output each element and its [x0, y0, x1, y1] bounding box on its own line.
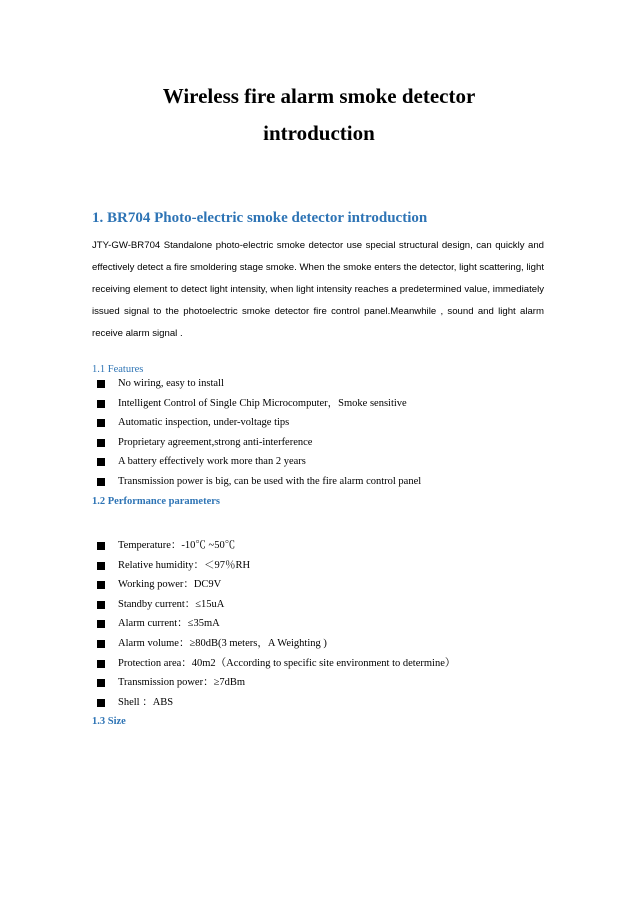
list-item: Protection area：40m2（According to specific site environment to determine）	[92, 654, 562, 674]
bullet-square-icon	[97, 478, 105, 486]
bullet-square-icon	[97, 458, 105, 466]
list-item: A battery effectively work more than 2 years	[92, 452, 562, 472]
section-heading-introduction: 1. BR704 Photo-electric smoke detector introduction	[92, 210, 428, 226]
list-item: No wiring, easy to install	[92, 374, 562, 394]
list-item: Intelligent Control of Single Chip Microcomputer，Smoke sensitive	[92, 394, 562, 414]
list-item: Proprietary agreement,strong anti-interference	[92, 433, 562, 453]
list-item: Alarm volume：≥80dB(3 meters，A Weighting )	[92, 634, 562, 654]
bullet-square-icon	[97, 439, 105, 447]
list-item: Relative humidity：＜97％RH	[92, 556, 562, 576]
bullet-square-icon	[97, 699, 105, 707]
document-title-line2: introduction	[263, 121, 375, 145]
features-list	[92, 374, 562, 492]
bullet-square-icon	[97, 400, 105, 408]
bullet-square-icon	[97, 419, 105, 427]
list-item: Alarm current：≤35mA	[92, 614, 562, 634]
bullet-square-icon	[97, 601, 105, 609]
list-item: Transmission power：≥7dBm	[92, 673, 562, 693]
bullet-square-icon	[97, 542, 105, 550]
bullet-square-icon	[97, 620, 105, 628]
section-heading-size: 1.3 Size	[92, 716, 126, 727]
list-item: Temperature：-10℃ ~50℃	[92, 536, 562, 556]
bullet-square-icon	[97, 581, 105, 589]
bullet-square-icon	[97, 660, 105, 668]
bullet-square-icon	[97, 640, 105, 648]
bullet-square-icon	[97, 380, 105, 388]
list-item: Shell ：ABS	[92, 693, 562, 713]
section-heading-features: 1.1 Features	[92, 364, 144, 375]
list-item: Automatic inspection, under-voltage tips	[92, 413, 562, 433]
performance-list	[92, 536, 562, 712]
list-item: Standby current：≤15uA	[92, 595, 562, 615]
introduction-paragraph: JTY-GW-BR704 Standalone photo-electric smoke detector use special structural design, can quickly and effectively detect a fire smoldering stage smoke. When the smoke enters the detector, light scattering, light receiving element to detect light intensity, when light intensity reaches a predetermined value, immediately issued signal to the photoelectric smoke detector fire control panel.Meanwhile , sound and light alarm receive alarm signal .	[92, 240, 544, 339]
document-title-line1: Wireless fire alarm smoke detector	[162, 84, 476, 108]
bullet-square-icon	[97, 562, 105, 570]
bullet-square-icon	[97, 679, 105, 687]
list-item: Transmission power is big, can be used with the fire alarm control panel	[92, 472, 562, 492]
section-heading-performance: 1.2 Performance parameters	[92, 496, 220, 507]
list-item: Working power：DC9V	[92, 575, 562, 595]
